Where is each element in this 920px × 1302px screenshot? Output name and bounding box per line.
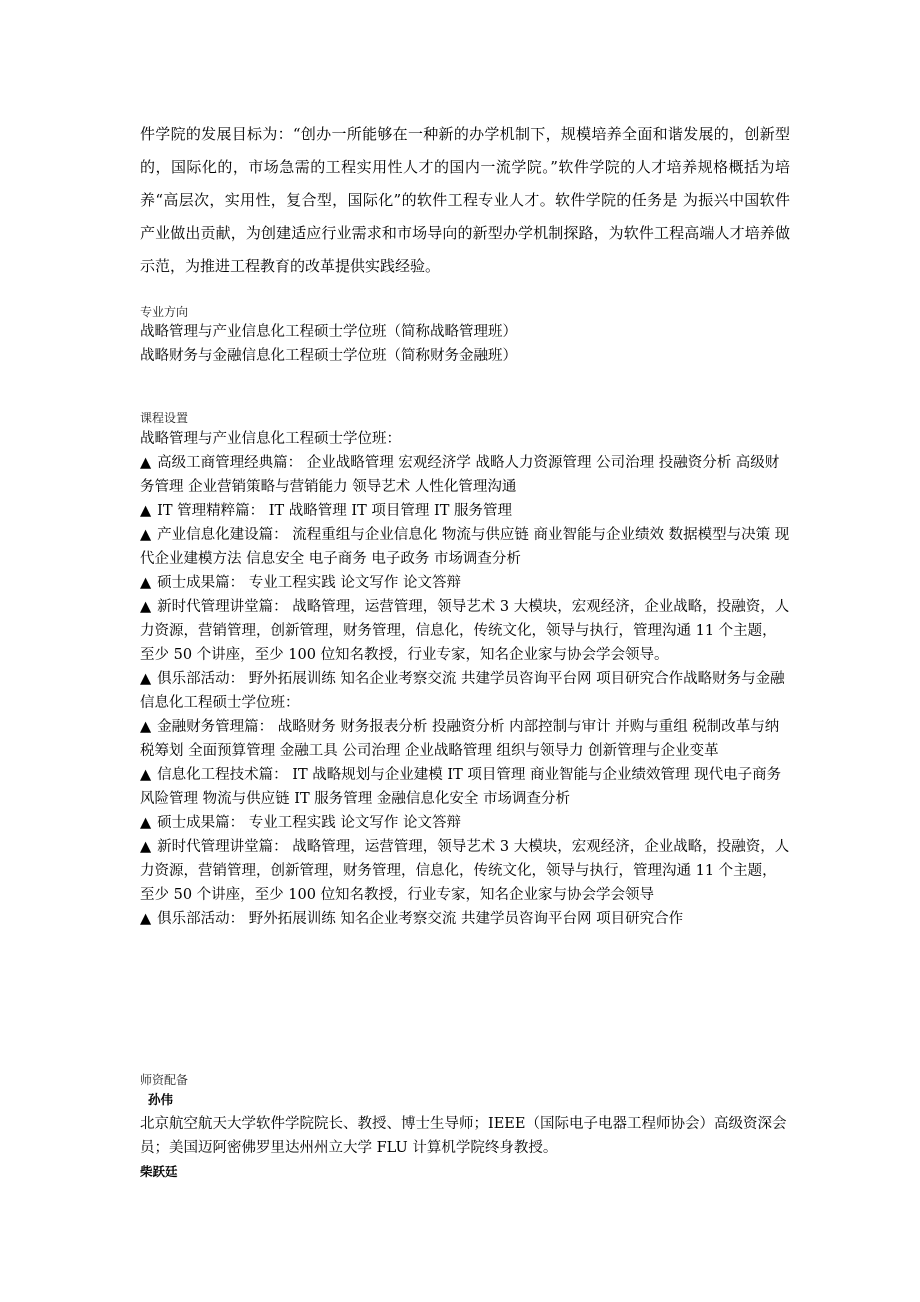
triangle-bullet-icon: ▲ [140, 599, 152, 615]
triangle-bullet-icon: ▲ [140, 815, 152, 831]
triangle-bullet-icon: ▲ [140, 575, 152, 591]
course-item: ▲ 硕士成果篇： 专业工程实践 论文写作 论文答辩 [140, 815, 461, 831]
faculty-name: 柴跃廷 [140, 1164, 178, 1179]
triangle-bullet-icon: ▲ [140, 503, 152, 519]
course-item: ▲ 金融财务管理篇： 战略财务 财务报表分析 投融资分析 内部控制与审计 并购与重组 税制改革与纳税筹划 全面预算管理 金融工具 公司治理 企业战略管理 组织与领导力 创新管理与企业变革 [140, 719, 780, 759]
course-item: ▲ 俱乐部活动： 野外拓展训练 知名企业考察交流 共建学员咨询平台网 项目研究合作 [140, 911, 684, 927]
course-item: ▲ 新时代管理讲堂篇： 战略管理，运营管理，领导艺术 3 大模块，宏观经济，企业战略，投融资，人力资源，营销管理，创新管理，财务管理，信息化，传统文化，领导与执行，管理沟通 11 个主题，至少 50 个讲座，至少 100 位知名教授，行业专家，知名企业家与协会学会领导。 [140, 599, 790, 663]
faculty-bio: 北京航空航天大学软件学院院长、教授、博士生导师；IEEE（国际电子电器工程师协会）高级资深会员；美国迈阿密佛罗里达州州立大学 FLU 计算机学院终身教授。 [140, 1116, 787, 1156]
course-item: ▲ 俱乐部活动： 野外拓展训练 知名企业考察交流 共建学员咨询平台网 项目研究合作战略财务与金融信息化工程硕士学位班： [140, 671, 785, 711]
triangle-bullet-icon: ▲ [140, 767, 152, 783]
triangle-bullet-icon: ▲ [140, 455, 152, 471]
faculty-name: 孙伟 [148, 1092, 174, 1107]
specialty-item: 战略管理与产业信息化工程硕士学位班（简称战略管理班） [140, 324, 517, 340]
program1-title: 战略管理与产业信息化工程硕士学位班： [140, 431, 401, 447]
course-item: ▲ IT 管理精粹篇： IT 战略管理 IT 项目管理 IT 服务管理 [140, 503, 513, 519]
course-item: ▲ 产业信息化建设篇： 流程重组与企业信息化 物流与供应链 商业智能与企业绩效 数据模型与决策 现代企业建模方法 信息安全 电子商务 电子政务 市场调查分析 [140, 527, 790, 567]
triangle-bullet-icon: ▲ [140, 719, 152, 735]
triangle-bullet-icon: ▲ [140, 911, 152, 927]
course-item: ▲ 新时代管理讲堂篇： 战略管理，运营管理，领导艺术 3 大模块，宏观经济，企业战略，投融资，人力资源，营销管理，创新管理，财务管理，信息化，传统文化，领导与执行，管理沟通 11 个主题，至少 50 个讲座，至少 100 位知名教授，行业专家，知名企业家与协会学会领导 [140, 839, 790, 903]
triangle-bullet-icon: ▲ [140, 671, 152, 687]
courses-heading: 课程设置 [140, 411, 189, 425]
course-item: ▲ 信息化工程技术篇： IT 战略规划与企业建模 IT 项目管理 商业智能与企业绩效管理 现代电子商务 风险管理 物流与供应链 IT 服务管理 金融信息化安全 市场调查分析 [140, 767, 782, 807]
specialty-list [140, 320, 790, 368]
triangle-bullet-icon: ▲ [140, 839, 152, 855]
triangle-bullet-icon: ▲ [140, 527, 152, 543]
course-item: ▲ 硕士成果篇： 专业工程实践 论文写作 论文答辩 [140, 575, 461, 591]
courses-section [140, 427, 790, 931]
intro-section [140, 118, 790, 283]
course-item: ▲ 高级工商管理经典篇： 企业战略管理 宏观经济学 战略人力资源管理 公司治理 投融资分析 高级财务管理 企业营销策略与营销能力 领导艺术 人性化管理沟通 [140, 455, 780, 495]
faculty-heading: 师资配备 [140, 1073, 189, 1087]
intro-paragraph: 件学院的发展目标为：“创办一所能够在一种新的办学机制下，规模培养全面和谐发展的，创新型的，国际化的，市场急需的工程实用性人才的国内一流学院。”软件学院的人才培养规格概括为培养“高层次，实用性，复合型，国际化”的软件工程专业人才。软件学院的任务是 为振兴中国软件产业做出贡献，为创建适应行业需求和市场导向的新型办学机制探路，为软件工程高端人才培养做示范，为推进工程教育的改革提供实践经验。 [140, 125, 791, 275]
specialty-item: 战略财务与金融信息化工程硕士学位班（简称财务金融班） [140, 348, 517, 364]
specialty-heading: 专业方向 [140, 305, 189, 319]
